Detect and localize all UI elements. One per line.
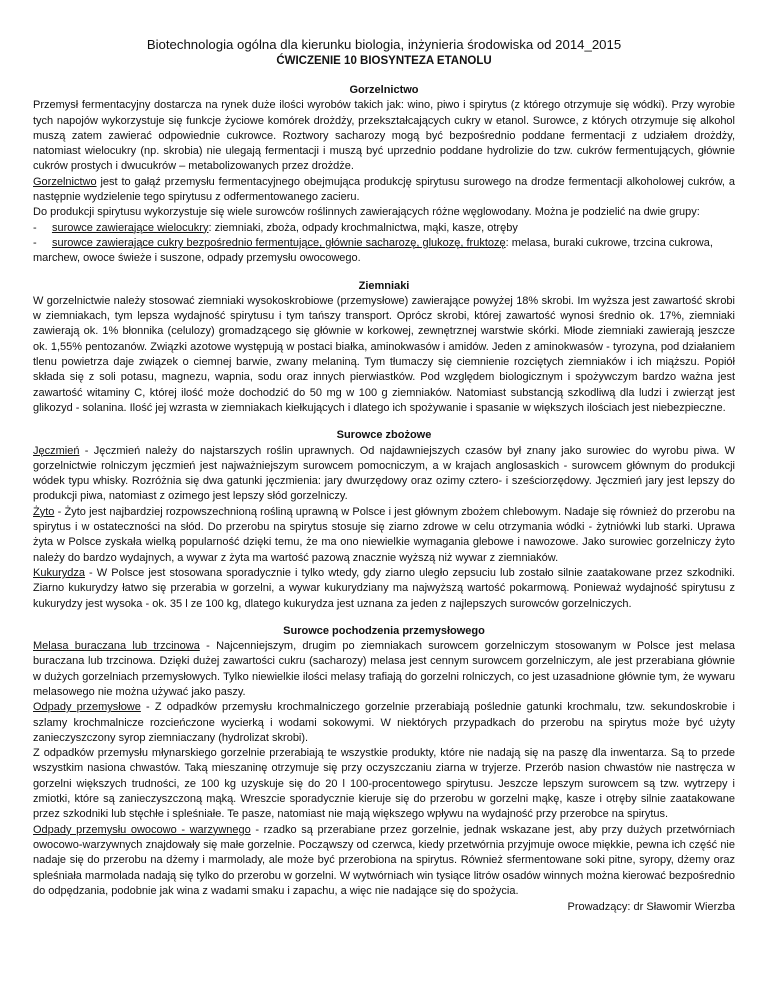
document-title: Biotechnologia ogólna dla kierunku biologia, inżynieria środowiska od 2014_2015 — [146, 37, 622, 52]
section-heading: Surowce pochodzenia przemysłowego — [283, 624, 485, 637]
text: : ziemniaki, zboża, odpady krochmalnictwa, mąki, kasze, otręby — [208, 221, 518, 234]
exercise-subtitle: ĆWICZENIE 10 BIOSYNTEZA ETANOLU — [276, 55, 492, 67]
term: surowce zawierające wielocukry — [51, 221, 209, 234]
paragraph — [33, 823, 735, 899]
term: Odpady przemysłu owocowo - warzywnego — [33, 823, 251, 836]
section-heading: Ziemniaki — [358, 279, 410, 292]
term: Jęczmień — [33, 444, 80, 457]
section-przemyslowe — [33, 624, 735, 899]
term: Odpady przemysłowe — [33, 701, 141, 714]
term: Melasa buraczana lub trzcinowa — [33, 640, 200, 653]
text: - Najcenniejszym, drugim po ziemniakach surowcem gorzelniczym stosowanym w Polsce jest melasa buraczana lub trzcinowa. Dzięki dużej zawartości cukru (sacharozy) melasa jest cennym surowcem gorzelniczym, ale jest przerabiana głównie w dużych gorzelniach przemysłowych. Tylko niewielkie ilości melasy trafiają do gorzelni rolniczych, co jest uzasadnione głównie tym, że wywaru melasowego nie można używać jako paszy. — [33, 640, 735, 698]
paragraph — [33, 505, 735, 566]
paragraph: Z odpadków przemysłu młynarskiego gorzelnie przerabiają te wszystkie produkty, które nie nadają się na paszę dla inwentarza. Są to przede wszystkim nasiona chwastów. Taką mieszaninę otrzymuje się przy oczyszczaniu ziarna w tryjerze. Przerób nasion chwastów nie nastręcza w gorzelni większych trudności, ze 100 kg uzyskuje się do 20 l 100-procentowego spirytusu. Jeszcze lepszym surowcem są tzw. wytrzepy i zmiotki, które są zanieczyszczoną mąką. Wreszcie sporadycznie kieruje się do przerobu w gorzelni mąkę, kasze i otręby silnie zaatakowane przez szkodniki lub stęchłe i spleśniałe. Te pasze, natomiast nie mają większego wpływu na wydajność przy przerobce na spirytus. — [33, 747, 735, 821]
section-ziemniaki — [33, 279, 735, 417]
list-item: - surowce zawierające wielocukry: ziemniaki, zboża, odpady krochmalnictwa, mąki, kasze, otręby — [33, 221, 518, 234]
text: - W Polsce jest stosowana sporadycznie i tylko wtedy, gdy ziarno uległo zepsuciu lub zostało silnie zaatakowane przez szkodniki. Ziarno kukurydzy łatwo się przerabia w gorzelni, a wywar kukurydziany ma najwyższą wartość pokarmową. Ponieważ wydajność spirytusu z kukurydzy jest wysoka - ok. 35 l ze 100 kg, dlatego kukurydza jest uznana za jeden z najlepszych surowców gorzelniczych. — [33, 566, 735, 610]
text: - rzadko są przerabiane przez gorzelnie, jednak wskazane jest, aby przy dużych przetwórniach owocowo-warzywnych znajdowały się małe gorzelnie. Począwszy od czerwca, kiedy przetwórnia przyjmuje owoce miękkie, pewna ich część nie nadaje się do przerobu na dżemy i marmolady, ale może być przerobiona na spirytus. Również sfermentowane soki pitne, syropy, dżemy oraz spleśniała marmolada nadają się tylko do przerobu w gorzelni. W wytwórniach win tysiące litrów osadów winnych można kierować bezpośrednio do odpędzania, podobnie jak wina z wadami smaku i zapachu, a więc nie nadające się do spożycia. — [33, 823, 735, 897]
section-heading: Surowce zbożowe — [336, 429, 432, 442]
paragraph — [33, 444, 735, 505]
paragraph — [33, 175, 735, 206]
paragraph — [33, 639, 735, 700]
term: Kukurydza — [33, 566, 85, 579]
paragraph: W gorzelnictwie należy stosować ziemniaki wysokoskrobiowe (przemysłowe) zawierające powyżej 18% skrobi. Im wyższa jest zawartość skrobi w ziemniakach, tym lepsza wydajność spirytusu i tym tańszy transport. Oprócz skrobi, której zawartość wynosi średnio ok. 17%, ziemniaki zawierają ok. 1% błonnika (celulozy) gromadzącego się głównie w korkowej, zewnętrznej warstwie skórki. Młode ziemniaki zawierają jeszcze ok. 1,55% pentozanów. Związki azotowe występują w postaci białka, aminokwasów i amidów. Jeden z aminokwasów - tyrozyna, pod działaniem tlenu powietrza daje związek o ciemnej barwie, zwany melaniną. Tym tłumaczy się ciemnienie rozciętych ziemniaków i ich miąższu. Popiół składa się z soli potasu, magnezu, wapnia, sodu oraz innych pierwiastków. Pod względem biologicznym i spożywczym bardzo ważna jest zawartość witaminy C, której ilość może dochodzić do 50 mg w 100 g ziemniaków. Natomiast substancją szkodliwą dla ludzi i zwierząt jest glikozyd - solanina. Ilość jej wzrasta w ziemniakach kiełkujących i dlatego ich spożywanie i spasanie w większych ilościach jest niebezpieczne. — [33, 294, 735, 414]
paragraph: Do produkcji spirytusu wykorzystuje się wiele surowców roślinnych zawierających różne węglowodany. Można je podzielić na dwie grupy: — [33, 206, 700, 219]
paragraph — [33, 700, 735, 746]
text: - Żyto jest najbardziej rozpowszechnioną rośliną uprawną w Polsce i jest głównym zbożem chlebowym. Nadaje się również do przerobu na spirytus i w ostateczności na słód. Do przerobu na spirytus stosuje się ziarno zdrowe w celu otrzymania wódki - żytniówki lub starki. Uprawa żyta w Polsce zyskała wielką popularność dzięki temu, że ma ono niewielkie wymagania glebowe i nawozowe. Jako surowiec gorzelniczy żyto należy do bardzo wydajnych, a wywar z żyta ma wartość pazową znacznie wyższą niż wywar z ziemniaków. — [33, 505, 735, 564]
text: - Z odpadków przemysłu krochmalniczego gorzelnie przerabiają poślednie gatunki krochmalu, tzw. sekundoskrobie i szlamy krochmalnicze rozcieńczone wycierką i wodami sokowymi. W niektórych przypadkach do przerobu na spirytus może być użyty zanieczyszczony syrop ziemniaczany (hydrolizat skrobi). — [33, 701, 735, 744]
term: surowce zawierające cukry bezpośrednio fermentujące, głównie sacharozę, glukozę, fruktozę — [51, 236, 506, 249]
instructor-credit: Prowadzący: dr Sławomir Wierzba — [567, 901, 735, 914]
text: - Jęczmień należy do najstarszych roślin uprawnych. Od najdawniejszych czasów był znany jako surowiec do wyrobu piwa. W gorzelnictwie rolniczym jęczmień jest najważniejszym surowcem pomocniczym, a w krajach anglosaskich - surowcem głównym do produkcji wódek typu whisky. Rozróżnia się dwa gatunki jęczmienia: jary dwurzędowy oraz ozimy cztero- i sześciorzędowy. Jęczmień jary jest lepszy do produkcji piwa, natomiast z ozimego jest lepszy słód gorzelniczy. — [33, 444, 735, 503]
paragraph — [33, 566, 735, 612]
text: : melasa, buraki cukrowe, trzcina cukrowa, marchew, owoce świeże i suszone, odpady przemysłu owocowego. — [33, 236, 713, 265]
term: Gorzelnictwo — [33, 175, 97, 188]
list-item: - surowce zawierające cukry bezpośrednio fermentujące, głównie sacharozę, glukozę, fruktozę: melasa, buraki cukrowe, trzcina cukrowa, marchew, owoce świeże i suszone, odpady przemysłu owocowego. — [33, 236, 713, 265]
term: Żyto — [33, 505, 55, 518]
section-gorzelnictwo — [33, 83, 735, 267]
text: jest to gałąź przemysłu fermentacyjnego obejmująca produkcję spirytusu surowego na drodze fermentacji alkoholowej cukrów, a następnie wydzielenie tego spirytusu z odfermentowanego zacieru. — [33, 175, 735, 204]
section-heading: Gorzelnictwo — [349, 84, 419, 96]
paragraph: Przemysł fermentacyjny dostarcza na rynek duże ilości wyrobów takich jak: wino, piwo i spirytus (z którego otrzymuje się wódki). Przy wyrobie tych napojów wykorzystuje się funkcje życiowe komórek drożdży, przekształcających cukry w etanol. Surowce, z których otrzymuje się alkohol muszą zatem zawierać odpowiednie cukrowce. Roztwory sacharozy mogą być bezpośrednio poddane fermentacji z udziałem drożdży, natomiast wielocukry (np. skrobia) nie ulegają fermentacji i muszą być uprzednio poddane hydrolizie do tzw. cukrów fermentujących, głównie cukrów prostych i dwucukrów – metabolizowanych przez drożdże. — [33, 99, 735, 173]
section-zboza — [33, 428, 735, 612]
